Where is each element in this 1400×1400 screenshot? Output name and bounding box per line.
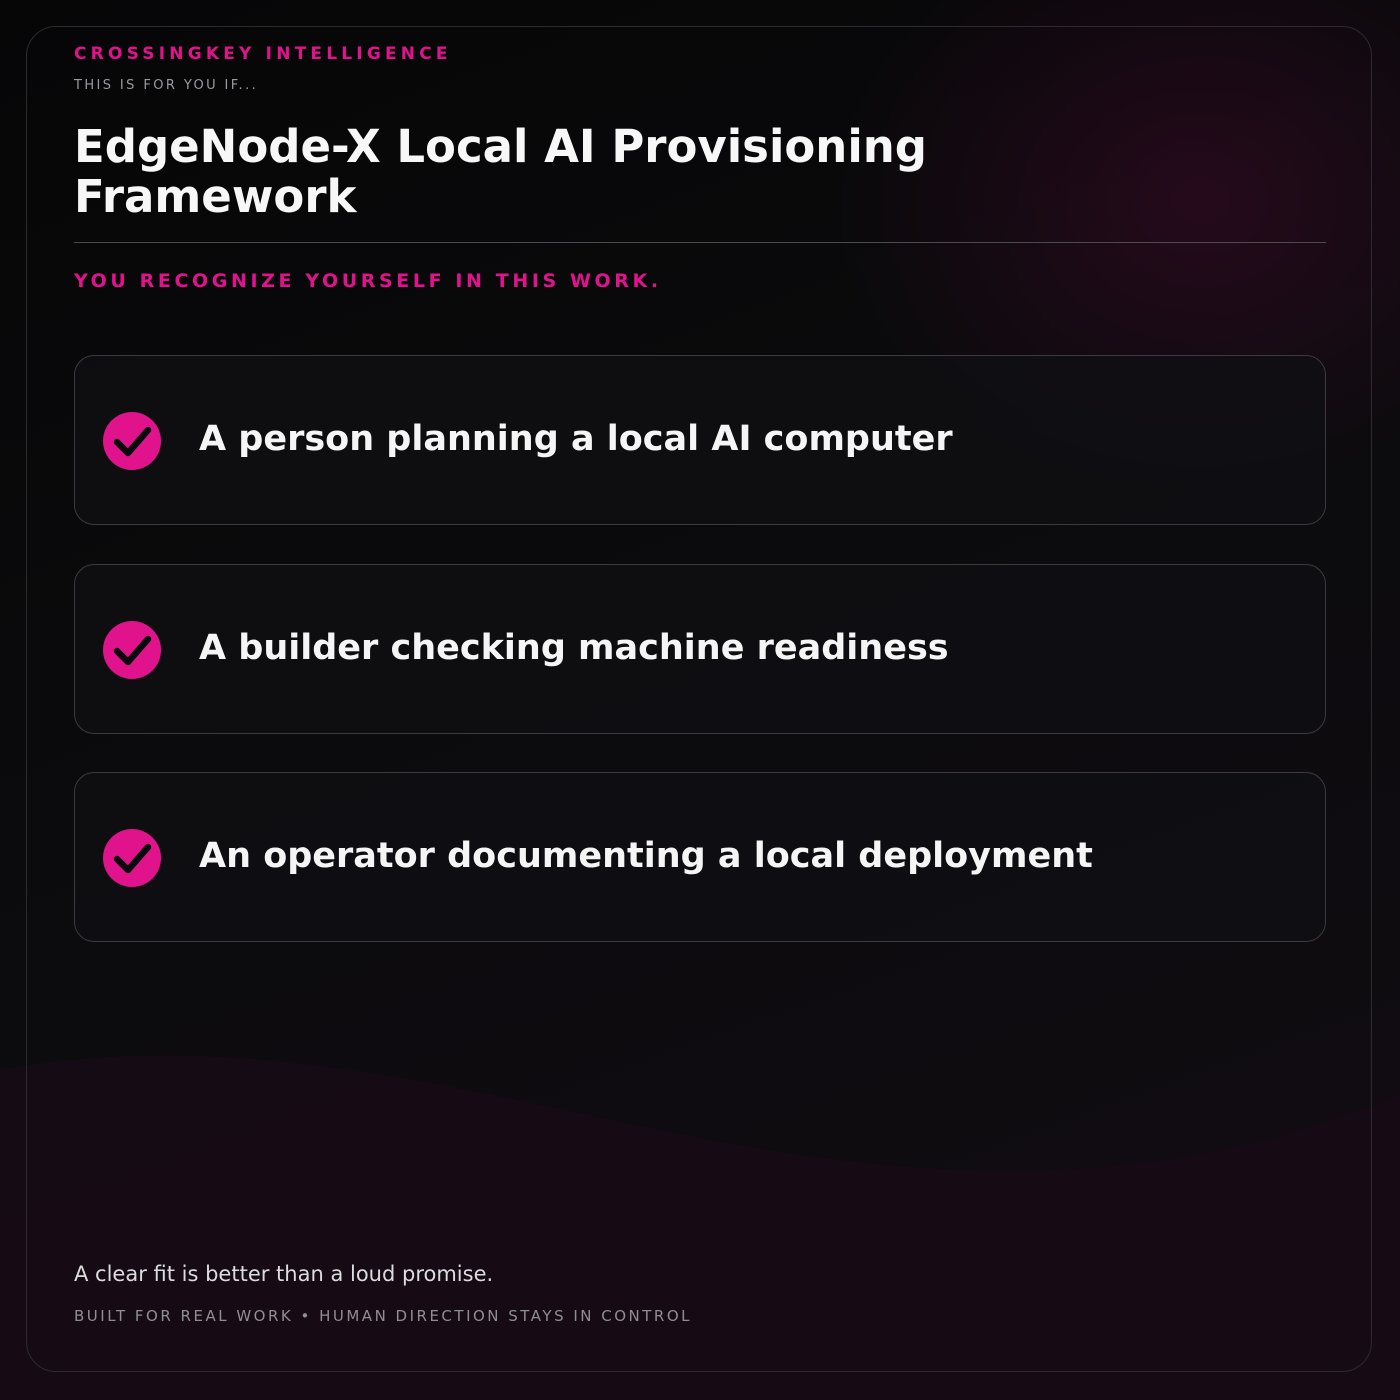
audience-item-label: A builder checking machine readiness: [199, 628, 949, 668]
check-circle-icon: [103, 621, 161, 679]
audience-item-1: [74, 355, 1326, 525]
check-circle-icon: [103, 412, 161, 470]
audience-item-label: A person planning a local AI computer: [199, 419, 953, 459]
tagline: A clear fit is better than a loud promise.: [74, 1262, 494, 1286]
section-subtitle: YOU RECOGNIZE YOURSELF IN THIS WORK.: [74, 270, 662, 292]
page-title: EdgeNode-X Local AI Provisioning Framework: [74, 120, 928, 223]
footer-text: BUILT FOR REAL WORK • HUMAN DIRECTION STAYS IN CONTROL: [74, 1307, 693, 1325]
audience-item-2: [74, 564, 1326, 734]
audience-item-label: An operator documenting a local deployment: [199, 836, 1093, 876]
title-divider: [74, 242, 1326, 243]
check-circle-icon: [103, 829, 161, 887]
audience-item-3: [74, 772, 1326, 942]
eyebrow-text: THIS IS FOR YOU IF...: [74, 78, 259, 93]
brand-name: CROSSINGKEY INTELLIGENCE: [74, 44, 452, 64]
